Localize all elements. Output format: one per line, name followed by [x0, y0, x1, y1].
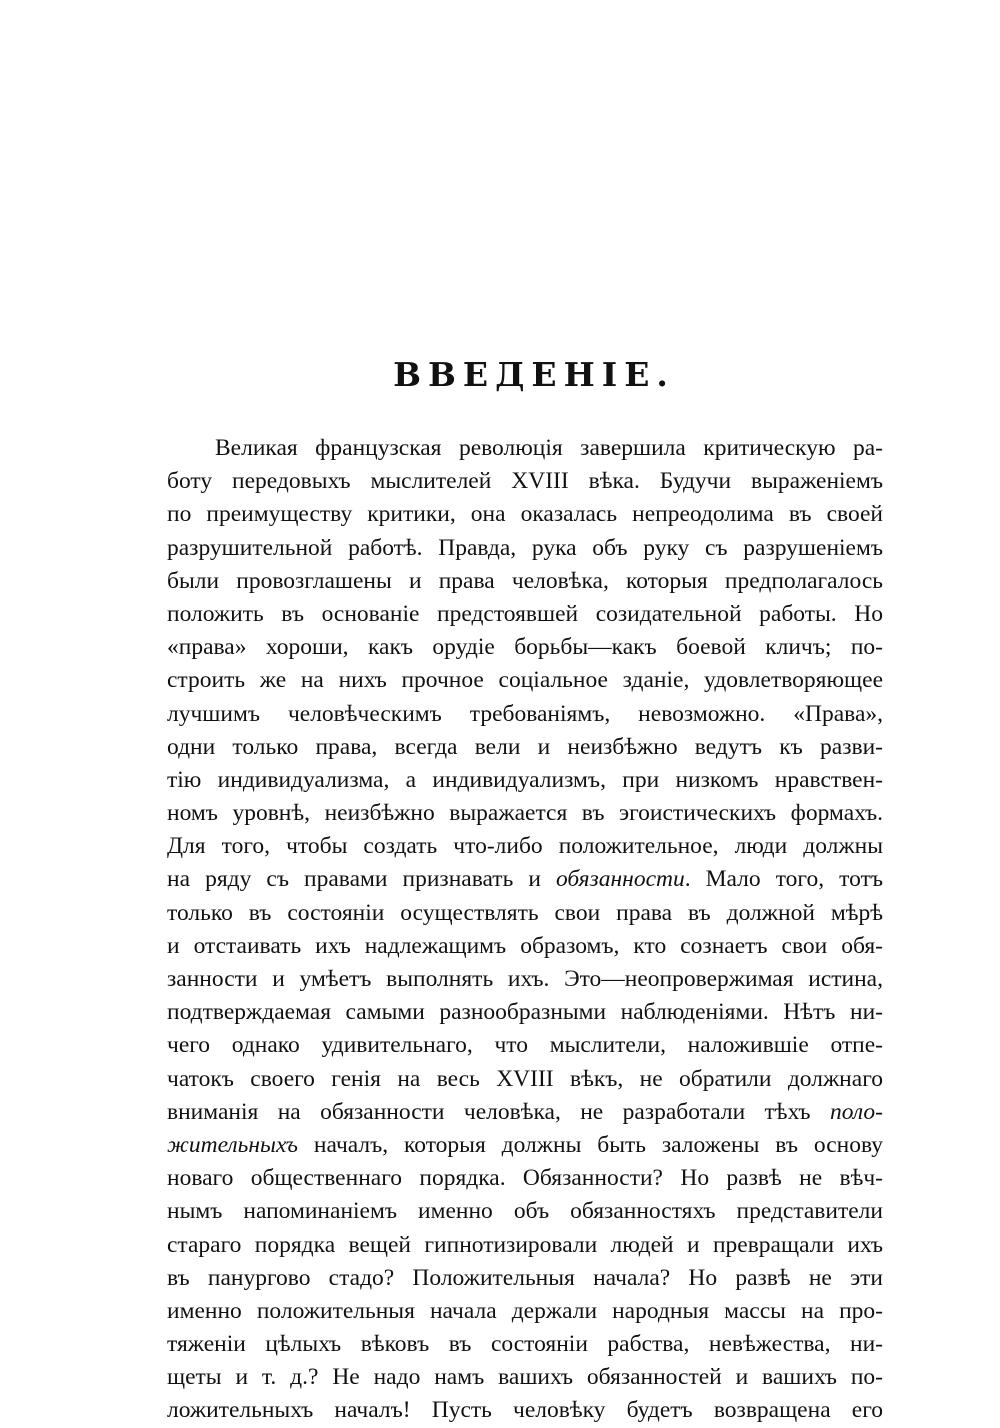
text-line [167, 996, 883, 1029]
text-segment: . Мало того, тотъ [684, 866, 883, 893]
text-segment: были провозглашены и права человѣка, которыя предполагалось [167, 567, 883, 594]
text-segment: именно положительныя начала держали народныя массы на про- [167, 1297, 883, 1324]
text-segment: занности и умѣетъ выполнять ихъ. Это—неопровержимая истина, [167, 966, 883, 992]
text-segment: лучшимъ человѣческимъ требованіямъ, невозможно. «Права», [167, 700, 883, 727]
text-line [167, 1361, 883, 1394]
text-line [167, 498, 883, 531]
text-line [167, 1328, 883, 1361]
text-line [167, 698, 883, 731]
text-line [167, 797, 883, 830]
text-line [167, 1394, 883, 1427]
text-line [167, 1129, 883, 1162]
text-line [167, 1295, 883, 1328]
text-segment: вниманія на обязанности человѣка, не разработали тѣхъ [167, 1098, 830, 1125]
text-segment: новаго общественнаго порядка. Обязанности? Но развѣ не вѣч- [167, 1165, 883, 1192]
text-segment: началъ, которыя должны быть заложены въ основу [297, 1131, 883, 1158]
text-line [167, 930, 883, 963]
text-line [167, 830, 883, 863]
text-segment: тію индивидуализма, а индивидуализмъ, при низкомъ нравствен- [167, 766, 883, 793]
text-line [167, 731, 883, 764]
text-line [167, 1063, 883, 1096]
text-segment: «права» хороши, какъ орудіе борьбы—какъ боевой кличъ; по- [167, 634, 883, 661]
text-line [167, 1029, 883, 1062]
text-segment: ложительныхъ началъ! Пусть человѣку будетъ возвращена его [167, 1397, 883, 1424]
text-line [167, 1162, 883, 1195]
text-segment: только въ состояніи осуществлять свои права въ должной мѣрѣ [167, 899, 883, 926]
text-line [167, 1096, 883, 1129]
text-segment: стараго порядка вещей гипнотизировали людей и превращали ихъ [167, 1231, 883, 1258]
text-segment: нымъ напоминаніемъ именно объ обязанностяхъ представители [167, 1198, 883, 1225]
text-line [167, 1195, 883, 1228]
text-line [167, 432, 883, 465]
text-line [167, 631, 883, 664]
text-line [167, 1229, 883, 1262]
text-line [167, 963, 883, 996]
text-segment: подтверждаемая самыми разнообразными наблюденіями. Нѣтъ ни- [167, 999, 883, 1026]
text-segment: Великая французская революція завершила критическую ра- [215, 435, 883, 461]
text-segment: на ряду съ правами признавать и [167, 866, 556, 893]
text-segment: положить въ основаніе предстоявшей созидательной работы. Но [167, 600, 883, 627]
chapter-title: ВВЕДЕНІЕ. [393, 355, 675, 394]
text-line [167, 565, 883, 598]
text-line [167, 532, 883, 565]
text-segment: одни только права, всегда вели и неизбѣжно ведутъ къ разви- [167, 733, 883, 760]
text-segment: разрушительной работѣ. Правда, рука объ руку съ разрушеніемъ [167, 534, 883, 561]
text-line [167, 863, 883, 896]
text-segment: номъ уровнѣ, неизбѣжно выражается въ эгоистическихъ формахъ. [167, 800, 883, 827]
text-segment: чатокъ своего генія на весь XVIII вѣкъ, не обратили должнаго [167, 1065, 883, 1092]
text-line [167, 664, 883, 697]
text-segment: и отстаивать ихъ надлежащимъ образомъ, кто сознаетъ свои обя- [167, 932, 883, 959]
emphasized-text: жительныхъ [167, 1131, 298, 1158]
text-segment: чего однако удивительнаго, что мыслители, наложившіе отпе- [167, 1032, 883, 1059]
emphasized-text: обязанности [555, 866, 685, 893]
text-segment: боту передовыхъ мыслителей XVIII вѣка. Будучи выраженіемъ [167, 468, 883, 495]
emphasized-text: поло- [829, 1098, 883, 1125]
text-line [167, 465, 883, 498]
text-segment: строить же на нихъ прочное соціальное зданіе, удовлетворяющее [167, 667, 883, 694]
text-segment: щеты и т. д.? Не надо намъ вашихъ обязанностей и вашихъ по- [167, 1364, 883, 1391]
text-line [167, 764, 883, 797]
body-text [167, 432, 883, 1428]
text-segment: въ панургово стадо? Положительныя начала? Но развѣ не эти [167, 1264, 883, 1291]
text-line [167, 1262, 883, 1295]
text-line [167, 897, 883, 930]
text-segment: Для того, чтобы создать что-либо положительное, люди должны [167, 833, 883, 860]
text-line [167, 598, 883, 631]
text-segment: тяженіи цѣлыхъ вѣковъ въ состояніи рабства, невѣжества, ни- [167, 1331, 883, 1358]
text-segment: по преимуществу критики, она оказалась непреодолима въ своей [167, 501, 883, 528]
